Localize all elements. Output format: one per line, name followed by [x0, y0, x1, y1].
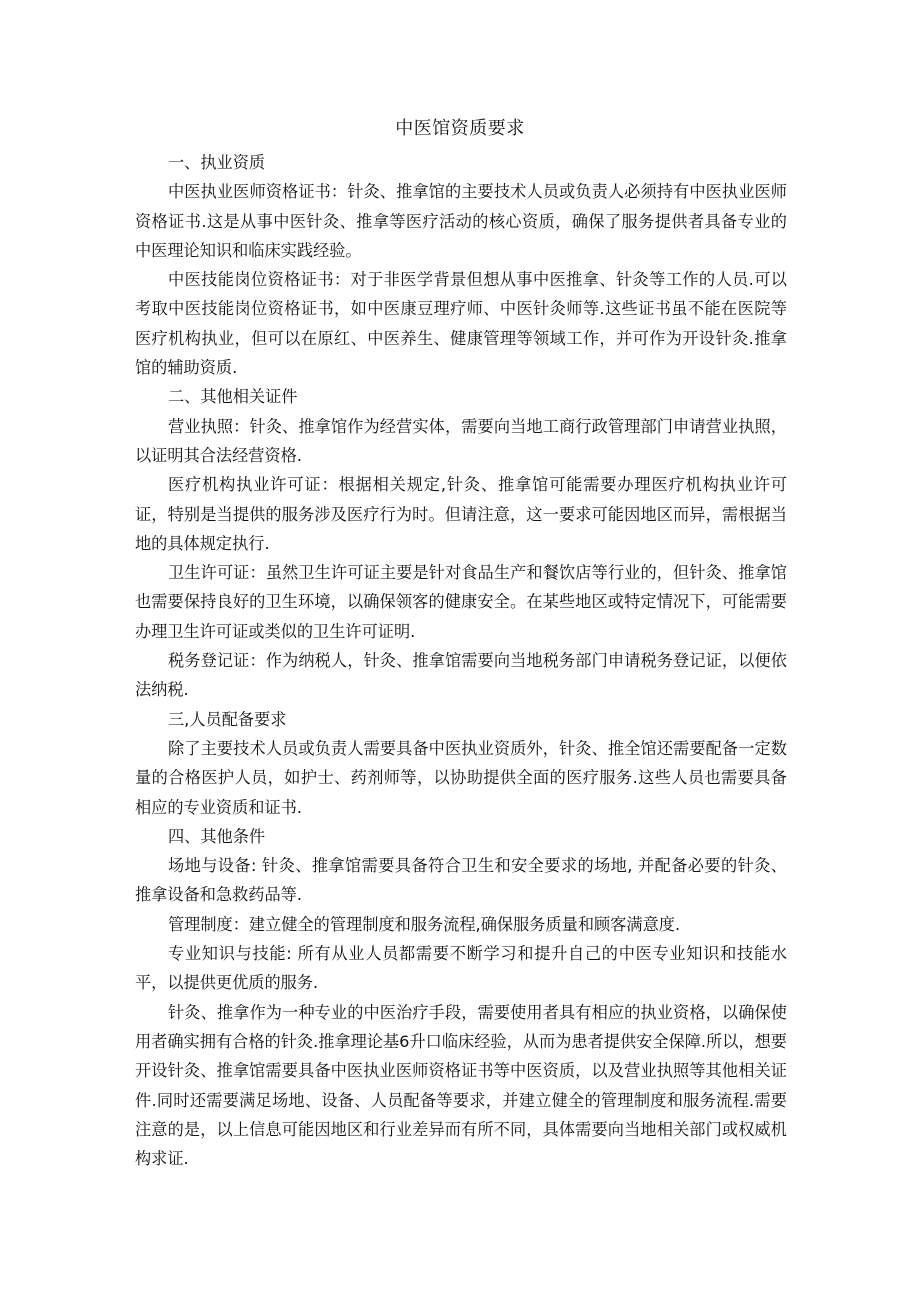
paragraph-physician-certificate: 中医执业医师资格证书：针灸、推拿馆的主要技术人员或负责人必须持有中医执业医师资格证书.这是从事中医针灸、推拿等医疗活动的核心资质，确保了服务提供者具备专业的中医理论知识和临床实践经验。 — [135, 182, 787, 260]
paragraph-health-permit: 卫生许可证：虽然卫生许可证主要是针对食品生产和餐饮店等行业的，但针灸、推拿馆也需要保持良好的卫生环境，以确保领客的健康安全。在某些地区或特定情况下，可能需要办理卫生许可证或类似的卫生许可证明. — [135, 563, 787, 641]
section-heading-staffing: 三,人员配备要求 — [168, 709, 287, 729]
paragraph-summary: 针灸、推拿作为一种专业的中医治疗手段，需要使用者具有相应的执业资格，以确保使用者确实拥有合格的针灸.推拿理论基6升口临床经验，从而为患者提供安全保障.所以，想要开设针灸、推拿馆需要具备中医执业医师资格证书等中医资质，以及营业执照等其他相关证件.同时还需要满足场地、设备、人员配备等要求，并建立健全的管理制度和服务流程.需要注意的是，以上信息可能因地区和行业差异而有所不同，具体需要向当地相关部门或权威机构求证. — [135, 1002, 787, 1169]
paragraph-professional-skills: 专业知识与技能: 所有从业人员都需要不断学习和提升自己的中医专业知识和技能水平，以提供更优质的服务. — [135, 944, 787, 993]
section-heading-qualification: 一、执业资质 — [168, 153, 266, 172]
section-heading-other-certificates: 二、其他相关证件 — [168, 387, 298, 407]
paragraph-management-system: 管理制度：建立健全的管理制度和服务流程,确保服务质量和顾客满意度. — [168, 914, 681, 934]
paragraph-business-license: 营业执照：针灸、推拿馆作为经营实体，需要向当地工商行政管理部门申请营业执照，以证明其合法经营资格. — [135, 416, 787, 465]
section-heading-other-conditions: 四、其他条件 — [168, 826, 266, 846]
paragraph-skill-certificate: 中医技能岗位资格证书：对于非医学背景但想从事中医推拿、针灸等工作的人员.可以考取中医技能岗位资格证书，如中医康豆理疗师、中医针灸师等.这些证书虽不能在医院等医疗机构执业，但可以在原红、中医养生、健康管理等领域工作，并可作为开设针灸.推拿馆的辅助资质. — [135, 270, 787, 378]
paragraph-medical-license: 医疗机构执业许可证：根据相关规定,针灸、推拿馆可能需要办理医疗机构执业许可证，特别是当提供的服务涉及医疗行为时。但请注意，这一要求可能因地区而异，需根据当地的具体规定执行. — [135, 475, 787, 553]
document-body — [135, 148, 787, 1173]
document-title: 中医馆资质要求 — [395, 118, 525, 139]
paragraph-staffing: 除了主要技术人员或负责人需要具备中医执业资质外，针灸、推全馆还需要配备一定数量的合格医护人员，如护士、药剂师等，以协助提供全面的医疗服务.这些人员也需要具备相应的专业资质和证书. — [135, 738, 787, 817]
paragraph-tax-registration: 税务登记证：作为纳税人，针灸、推拿馆需要向当地税务部门申请税务登记证，以便依法纳税. — [135, 651, 787, 700]
paragraph-venue-equipment: 场地与设备: 针灸、推拿馆需要具备符合卫生和安全要求的场地, 并配备必要的针灸、推拿设备和急救药品等. — [135, 856, 787, 905]
